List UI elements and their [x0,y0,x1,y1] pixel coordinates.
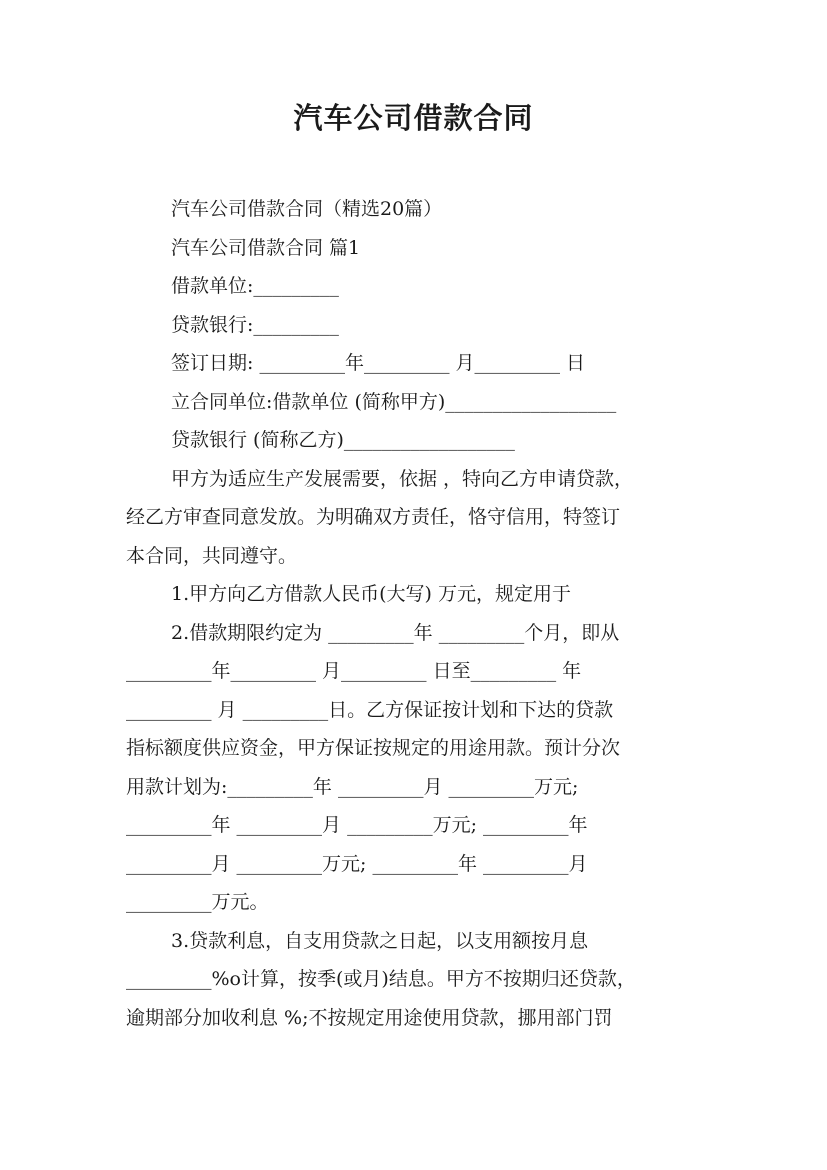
clause-3-line: 逾期部分加收利息 %;不按规定用途使用贷款，挪用部门罚 [126,1006,613,1029]
clause-2-line: _________月 _________万元; _________年 _________月 [126,852,588,875]
clause-2-line: _________年_________ 月_________ 日至_________ 年 [126,660,582,682]
document-title: 汽车公司借款合同 [293,101,534,135]
clause-3-line: 3.贷款利息，自支用贷款之日起，以支用额按月息 [171,929,589,952]
clause-2-line: 用款计划为:_________年 _________月 _________万元; [126,775,579,798]
document-body [126,190,704,1037]
clause-2-line: _________ 月 _________日。乙方保证按计划和下达的贷款 [126,698,614,721]
sign-date-field: 签订日期: _________年_________ 月_________ 日 [171,352,586,374]
paragraph-line: 经乙方审查同意发放。为明确双方责任，恪守信用，特签订 [126,506,621,528]
clause-2-line: _________万元。 [126,891,269,913]
clause-2-line: 指标额度供应资金，甲方保证按规定的用途用款。预计分次 [126,737,621,759]
paragraph-line: 甲方为适应生产发展需要，依据 ，特向乙方申请贷款， [171,467,634,490]
borrower-field: 借款单位:_________ [171,275,339,297]
party-b-line: 贷款银行 (简称乙方)__________________ [171,429,515,451]
clause-3-line: _________%o计算，按季(或月)结息。甲方不按期归还贷款， [126,968,636,990]
section-heading: 汽车公司借款合同 篇1 [171,236,361,259]
paragraph-line: 本合同，共同遵守。 [126,544,298,567]
clause-2-line: _________年 _________月 _________万元; _________年 [126,814,588,836]
clause-2-line: 2.借款期限约定为 _________年 _________个月，即从 [171,621,620,644]
bank-field: 贷款银行:_________ [171,313,339,336]
party-a-line: 立合同单位:借款单位 (简称甲方)__________________ [171,390,617,413]
subtitle-line: 汽车公司借款合同（精选20篇） [171,198,443,220]
clause-1-line: 1.甲方向乙方借款人民币(大写) 万元，规定用于 [171,583,571,605]
